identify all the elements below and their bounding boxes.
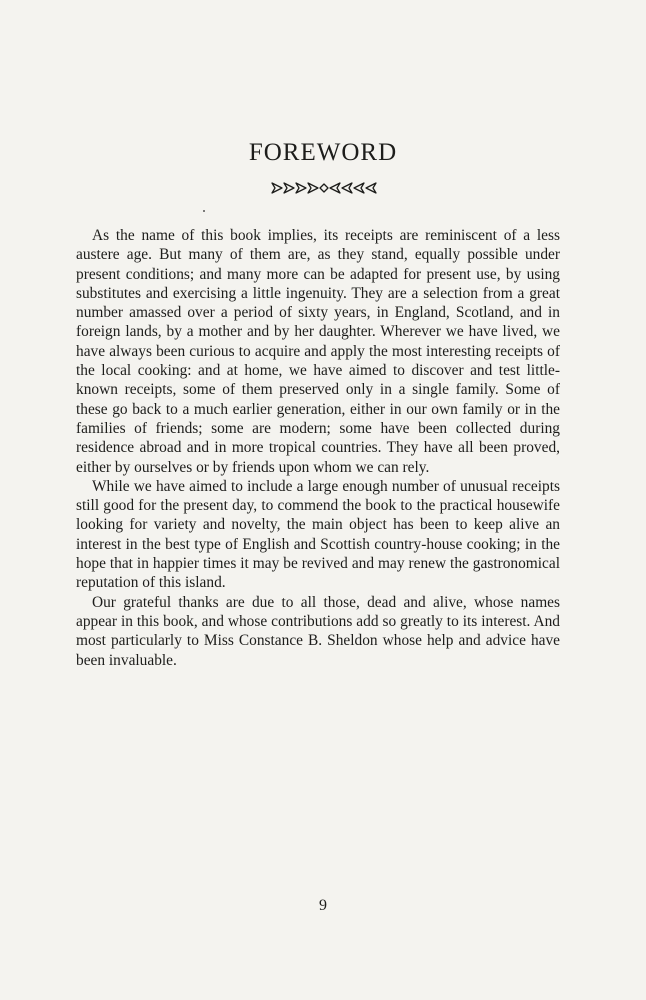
- ink-speck: [203, 210, 205, 212]
- foreword-body: [76, 226, 560, 670]
- page-number: 9: [319, 897, 327, 914]
- paragraph-1: As the name of this book implies, its receipts are reminiscent of a less austere age. But many of them are, as they stand, equally possible under present conditions; and many more can be adapted for present use, by using substitutes and exercising a little ingenuity. They are a selection from a great number amassed over a period of sixty years, in England, Scotland, and in foreign lands, by a mother and by her daughter. Wherever we have lived, we have always been curious to acquire and apply the most interesting receipts of the local cooking: and at home, we have aimed to discover and test little-known receipts, some of them preserved only in a single family. Some of these go back to a much earlier generation, either in our own family or in the families of friends; some are modern; some have been collected during residence abroad and in more tropical countries. They have all been proved, either by ourselves or by friends upon whom we can rely.: [76, 227, 560, 476]
- chevron-ornament-icon: [270, 181, 378, 195]
- paragraph-2: While we have aimed to include a large enough number of unusual receipts still good for the present day, to commend the book to the practical housewife looking for variety and novelty, the main object has been to keep alive an interest in the best type of English and Scottish country-house cooking; in the hope that in happier times it may be revived and may renew the gastronomical reputation of this island.: [76, 477, 560, 592]
- page-title: FOREWORD: [248, 139, 398, 166]
- paragraph-3: Our grateful thanks are due to all those, dead and alive, whose names appear in this book, and whose contributions add so greatly to its interest. And most particularly to Miss Constance B. Sheldon whose help and advice have been invaluable.: [76, 593, 560, 669]
